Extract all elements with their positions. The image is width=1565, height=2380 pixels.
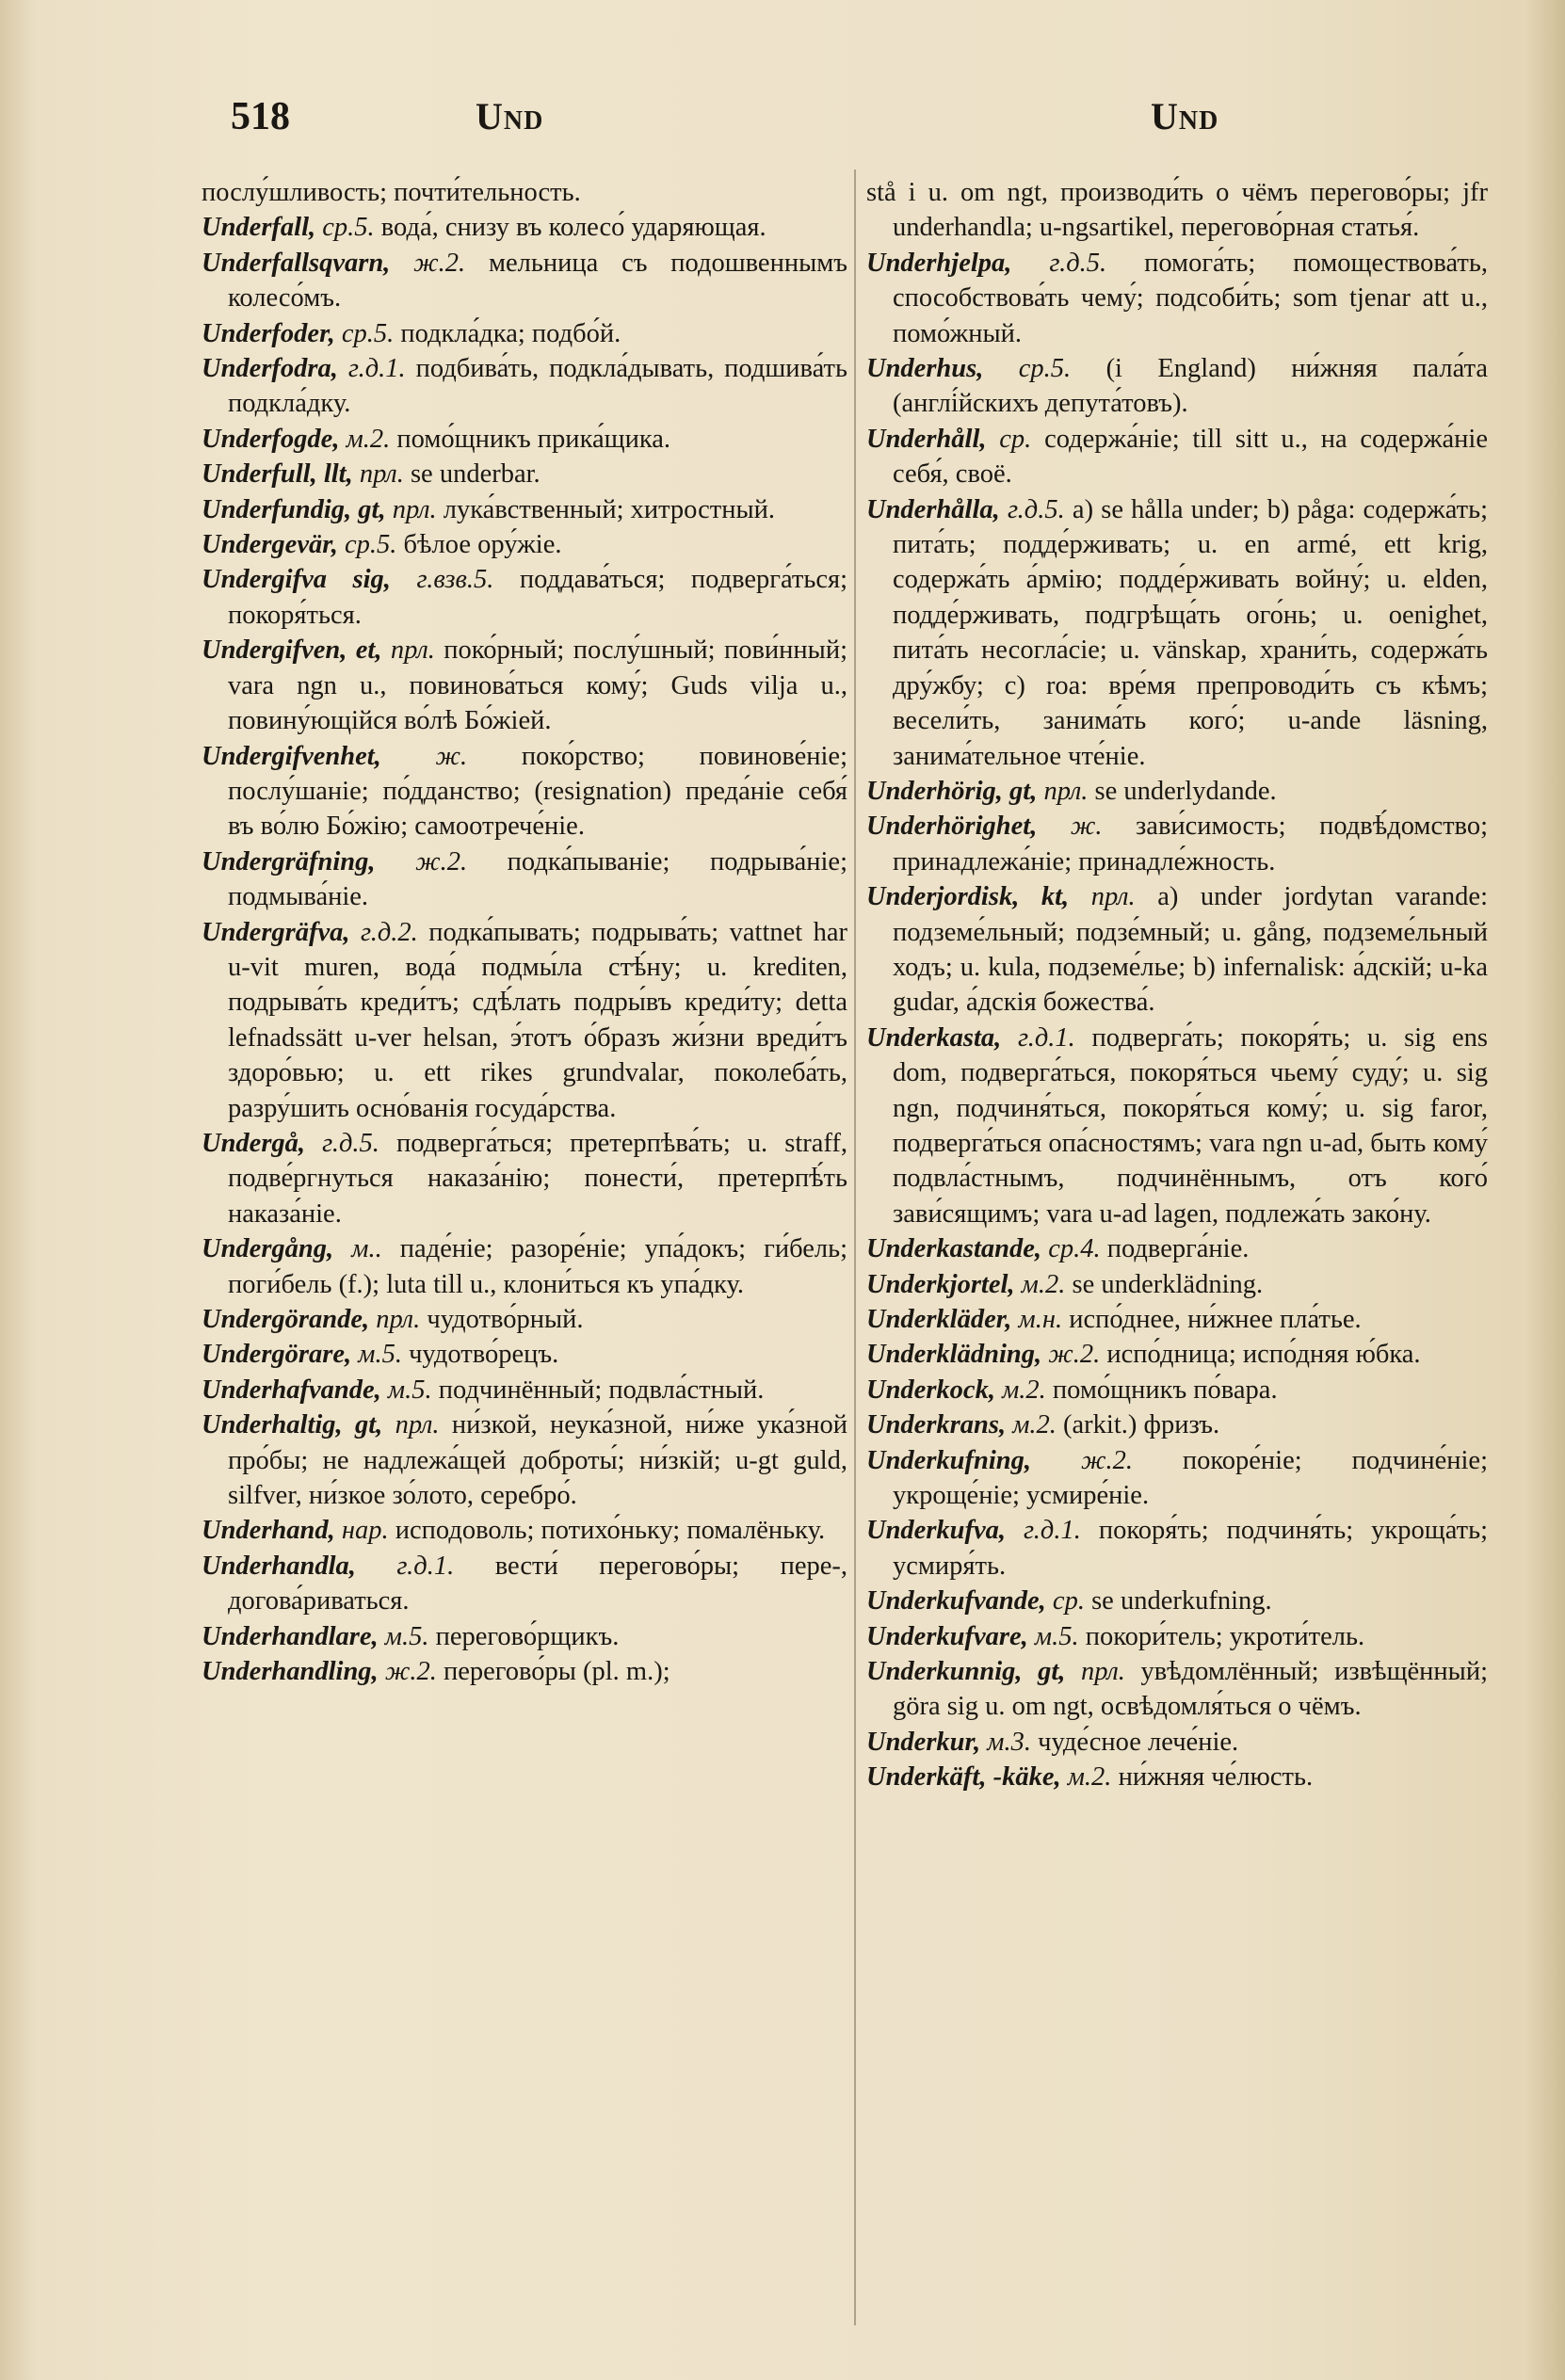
entry-headword: Undergifva sig, [202, 565, 391, 595]
entry-headword: Underhand, [202, 1516, 335, 1546]
entry-headword: Underfall, [202, 213, 316, 243]
entry-headword: Underfodra, [202, 354, 338, 384]
dictionary-entry [866, 1513, 1488, 1584]
dictionary-entry [202, 844, 847, 915]
entry-headword: Undergifvenhet, [202, 741, 381, 771]
entry-headword: Underhandling, [202, 1657, 379, 1687]
entry-headword: Underkufva, [866, 1516, 1007, 1546]
entry-definition: содержа́ніе; till sitt u., на содержа́ніе себя́, своё. [893, 424, 1488, 490]
dictionary-entry [866, 1443, 1488, 1514]
entry-headword: Undergå, [202, 1128, 306, 1158]
entry-grammar: г.д.1. [1024, 1516, 1081, 1546]
entry-definition: a) under jordytan varande: подземе́льный; подзе́мный; u. gång, подземе́льный ходъ; u. kula, подземе́лье; b) infernalisk: а́дскій; u-ka gudar, а́дскія божества́. [893, 882, 1488, 1018]
entry-headword: Underkrans, [866, 1410, 1007, 1440]
dictionary-entry [866, 422, 1488, 492]
entry-grammar: ж. [1070, 812, 1103, 842]
entry-headword: Underhörig, gt, [866, 776, 1038, 806]
dictionary-entry [866, 1654, 1488, 1725]
dictionary-entry [202, 1654, 847, 1689]
entry-grammar: г.д.1. [1017, 1022, 1075, 1053]
entry-grammar: ж. [435, 741, 468, 771]
entry-headword: Underkasta, [866, 1022, 1002, 1053]
entry-grammar: прл. [376, 1305, 421, 1334]
entry-headword: Underklädning, [866, 1340, 1042, 1370]
entry-grammar: прл. [390, 635, 435, 666]
entry-definition: исподоволь; потихо́ньку; помалёньку. [395, 1516, 826, 1546]
entry-grammar: прл. [1043, 776, 1089, 806]
entry-headword: Undergevär, [202, 530, 338, 560]
entry-definition: перегово́рщикъ. [435, 1621, 620, 1651]
entry-grammar: г.д.1. [347, 354, 406, 384]
dictionary-entry [866, 246, 1488, 351]
entry-definition: вести́ перегово́ры; пере-, догова́риваться. [228, 1551, 847, 1616]
entry-headword: Undergörande, [202, 1305, 370, 1334]
entry-grammar: прл. [1080, 1657, 1125, 1687]
entry-grammar: прл. [392, 494, 437, 524]
page-header [0, 94, 1565, 151]
dictionary-entry [202, 633, 847, 738]
entry-grammar: м.3. [987, 1727, 1031, 1757]
entry-grammar: м.2. [1021, 1269, 1066, 1299]
entry-headword: Underfundig, gt, [202, 494, 386, 524]
entry-definition: (i England) ни́жняя пала́та (англі́йскихъ депута́товъ). [893, 354, 1489, 419]
entry-definition: испо́днее, ни́жнее пла́тье. [1069, 1305, 1362, 1334]
entry-headword: Underkur, [866, 1727, 981, 1757]
entry-definition: перегово́ры (pl. m.); [443, 1657, 670, 1687]
entry-definition: подбива́ть, подкла́дывать, подшива́ть подкла́дку. [228, 354, 848, 419]
entry-grammar: м.2. [1067, 1762, 1112, 1793]
entry-grammar: м.5. [384, 1621, 429, 1651]
entry-grammar: ж.2. [384, 1657, 437, 1687]
dictionary-entry [202, 527, 847, 562]
entry-grammar: ж.2. [413, 248, 466, 278]
entry-grammar: м.н. [1018, 1305, 1063, 1334]
entry-headword: Underfoder, [202, 318, 335, 348]
entry-definition: stå i u. om ngt, производи́ть о чёмъ перегово́ры; jfr underhandla; u-ngsartikel, перегово́рная статья́. [866, 178, 1488, 243]
dictionary-entry [202, 1549, 847, 1619]
entry-headword: Underkufning, [866, 1445, 1032, 1475]
entry-grammar: г.д.5. [322, 1128, 379, 1158]
entry-grammar: ср.4. [1048, 1234, 1101, 1264]
entry-headword: Underhandla, [202, 1551, 356, 1581]
dictionary-entry [202, 492, 847, 527]
entry-definition: помога́ть; помоществова́ть, способствова́ть чему́; подсоби́ть; som tjenar att u., помо́жный. [893, 248, 1488, 348]
left-column [202, 175, 847, 1689]
entry-definition: помо́щникъ прика́щика. [396, 424, 671, 454]
entry-definition: (arkit.) фризъ. [1063, 1410, 1220, 1440]
entry-definition: мельница съ подошвеннымъ колесо́мъ. [228, 248, 848, 314]
dictionary-entry [202, 457, 847, 491]
entry-definition: покори́тель; укроти́тель. [1085, 1621, 1365, 1651]
entry-definition: испо́дница; испо́дняя ю́бка. [1106, 1340, 1421, 1370]
page-number: 518 [231, 95, 290, 138]
entry-definition: лука́вственный; хитростный. [443, 494, 776, 524]
entry-headword: Underhjelpa, [866, 248, 1012, 278]
entry-grammar: ж.2. [1048, 1340, 1101, 1370]
entry-grammar: ср.5. [341, 318, 395, 348]
dictionary-entry [866, 1584, 1488, 1618]
dictionary-entry [202, 1302, 847, 1337]
dictionary-entry [866, 1373, 1488, 1407]
entry-definition: послу́шливость; почти́тельность. [202, 178, 581, 207]
dictionary-entry [866, 1619, 1488, 1654]
entry-headword: Undergräfva, [202, 917, 350, 947]
entry-definition: ни́зкой, неука́зной, ни́же ука́зной про́бы; не надлежа́щей доброты́; ни́зкій; u-gt guld, silfver, ни́зкое зо́лото, серебро́. [228, 1410, 848, 1511]
dictionary-entry [202, 1337, 847, 1372]
dictionary-entry [202, 1619, 847, 1654]
dictionary-entry [866, 1302, 1488, 1337]
right-column [866, 175, 1488, 1795]
dictionary-entry [866, 1725, 1488, 1760]
entry-grammar: ж.2. [1080, 1445, 1133, 1475]
entry-definition: подверга́ніе. [1106, 1234, 1250, 1264]
dictionary-entry [866, 774, 1488, 809]
entry-grammar: м.5. [358, 1340, 402, 1370]
entry-headword: Underhörighet, [866, 812, 1038, 842]
running-head-right: Und [1151, 95, 1219, 137]
entry-definition: чудотво́рецъ. [409, 1340, 559, 1370]
entry-headword: Underkock, [866, 1375, 995, 1405]
entry-definition: se underlydande. [1094, 776, 1277, 806]
entry-headword: Underkastande, [866, 1234, 1042, 1264]
entry-grammar: ср.5. [322, 213, 375, 243]
dictionary-entry [866, 879, 1488, 1021]
column-divider [854, 169, 856, 2325]
entry-headword: Underkläder, [866, 1305, 1012, 1334]
entry-definition: подка́пывать; подрыва́ть; vattnet har u-vit muren, вода́ подмы́ла стѣ́ну; u. krediten, подрыва́ть креди́тъ; сдѣ́лать подры́въ креди́ту; detta lefnadssätt u-ver helsan, э́тотъ о́бразъ жи́зни вреди́тъ здоро́вью; u. ett rikes grundvalar, поколеба́ть, разру́шить осно́ванія госуда́рства. [228, 917, 848, 1123]
dictionary-entry [866, 1231, 1488, 1266]
entry-headword: Underhandlare, [202, 1621, 379, 1651]
dictionary-entry [202, 351, 847, 422]
entry-headword: Underhafvande, [202, 1375, 381, 1405]
entry-definition: увѣдомлённый; извѣщённый; göra sig u. om ngt, освѣдомля́ться о чёмъ. [893, 1657, 1489, 1722]
entry-grammar: ср. [999, 424, 1032, 454]
dictionary-entry [202, 1126, 847, 1231]
entry-headword: Underfallsqvarn, [202, 248, 391, 278]
entry-definition: чуде́сное лече́ніе. [1038, 1727, 1239, 1757]
entry-grammar: ср.5. [345, 530, 397, 560]
dictionary-entry [866, 351, 1488, 422]
entry-grammar: ср.5. [1018, 354, 1072, 384]
entry-grammar: м.5. [1034, 1621, 1079, 1651]
entry-definition: подчинённый; подвла́стный. [438, 1375, 765, 1405]
dictionary-entry [202, 422, 847, 457]
entry-grammar: м.2. [1012, 1410, 1057, 1440]
dictionary-entry [202, 246, 847, 316]
dictionary-entry [202, 210, 847, 245]
entry-headword: Underfull, llt, [202, 459, 353, 490]
entry-headword: Underhaltig, gt, [202, 1410, 383, 1440]
entry-grammar: г.д.5. [1007, 494, 1065, 524]
entry-headword: Underkufvande, [866, 1586, 1046, 1616]
entry-definition: ни́жняя че́люсть. [1118, 1762, 1314, 1793]
dictionary-entry [202, 915, 847, 1126]
entry-grammar: м.5. [387, 1375, 432, 1405]
entry-grammar: г.д.2. [360, 917, 418, 947]
dictionary-entry [866, 1021, 1488, 1231]
entry-grammar: г.д.1. [396, 1551, 455, 1581]
dictionary-entry [866, 1760, 1488, 1794]
dictionary-entry [202, 562, 847, 633]
entry-definition: se underkufning. [1091, 1586, 1272, 1616]
dictionary-entry [202, 1407, 847, 1513]
entry-grammar: прл. [1090, 882, 1136, 912]
running-head-left: Und [476, 95, 544, 137]
entry-headword: Undergräfning, [202, 846, 376, 876]
entry-headword: Underkufvare, [866, 1621, 1028, 1651]
entry-grammar: ж.2. [415, 846, 468, 876]
entry-definition: паде́ніе; разоре́ніе; упа́докъ; ги́бель; поги́бель (f.); luta till u., клони́ться къ упа́дку. [228, 1234, 847, 1299]
entry-grammar: м.. [351, 1234, 382, 1264]
entry-definition: покоре́ніе; подчине́ніе; укроще́ніе; усмире́ніе. [893, 1445, 1488, 1511]
dictionary-entry [866, 1267, 1488, 1302]
entry-definition: a) se hålla under; b) påga: содержа́ть; пита́ть; подде́рживать; u. en armé, ett krig, содержа́ть а́рмію; подде́рживать войну́; u. elden, подде́рживать, подгрѣща́ть ого́нь; u. oenighet, пита́ть несогла́сіе; u. vänskap, храни́ть, содержа́ть дру́жбу; c) roa: вре́мя препроводи́ть съ кѣмъ; весели́ть, занима́ть кого́; u-ande läsning, занима́тельное чте́ніе. [893, 494, 1488, 771]
entry-definition: покоря́ть; подчиня́ть; укроща́ть; усмиря́ть. [893, 1516, 1488, 1581]
dictionary-entry [866, 492, 1488, 774]
entry-grammar: м.2. [346, 424, 391, 454]
dictionary-entry [866, 1407, 1488, 1442]
entry-grammar: нар. [341, 1516, 389, 1546]
entry-headword: Undergång, [202, 1234, 334, 1264]
entry-definition: подверга́ть; покоря́ть; u. sig ens dom, подверга́ться, покоря́ться чьему́ суду́; u. sig ngn, подчиня́ться, покоря́ться кому́; u. sig faror, подверга́ться опа́сностямъ; vara ngn u-ad, быть кому́ подвла́стнымъ, подчинённымъ, отъ кого́ зави́сящимъ; vara u-ad lagen, подлежа́ть зако́ну. [893, 1022, 1488, 1229]
dictionary-entry [202, 1513, 847, 1548]
dictionary-entry [202, 175, 847, 210]
dictionary-entry [866, 1337, 1488, 1372]
entry-headword: Underhus, [866, 354, 984, 384]
dictionary-entry [866, 175, 1488, 246]
entry-headword: Underkäft, -käke, [866, 1762, 1061, 1793]
entry-headword: Underjordisk, kt, [866, 882, 1070, 912]
entry-grammar: г.взв.5. [416, 565, 494, 595]
entry-definition: se underbar. [410, 459, 540, 490]
entry-grammar: прл. [359, 459, 404, 490]
entry-definition: чудотво́рный. [427, 1305, 584, 1334]
entry-grammar: прл. [395, 1410, 440, 1440]
entry-definition: se underklädning. [1072, 1269, 1264, 1299]
entry-definition: подка́пываніе; подрыва́ніе; подмыва́ніе. [228, 846, 847, 912]
entry-grammar: м.2. [1002, 1375, 1046, 1405]
dictionary-entry [202, 1231, 847, 1302]
entry-grammar: ср. [1052, 1586, 1085, 1616]
entry-grammar: г.д.5. [1049, 248, 1107, 278]
entry-headword: Undergifven, et, [202, 635, 382, 666]
dictionary-entry [202, 316, 847, 351]
entry-definition: поко́рный; послу́шный; пови́нный; vara ngn u., повинова́ться кому́; Guds vilja u., повину́ющійся во́лѣ Бо́жіей. [228, 635, 847, 736]
entry-headword: Underfogde, [202, 424, 340, 454]
entry-headword: Underhåll, [866, 424, 987, 454]
entry-definition: поддава́ться; подверга́ться; покоря́ться. [228, 565, 848, 630]
entry-definition: бѣлое ору́жіе. [403, 530, 562, 560]
entry-definition: помо́щникъ по́вара. [1052, 1375, 1278, 1405]
entry-definition: поко́рство; повинове́ніе; послу́шаніе; по́дданство; (resignation) преда́ніе себя́ въ во́лю Бо́жію; самоотрече́ніе. [228, 741, 847, 842]
dictionary-entry [202, 1373, 847, 1407]
entry-headword: Underkjortel, [866, 1269, 1015, 1299]
entry-definition: подкла́дка; подбо́й. [400, 318, 621, 348]
dictionary-entry [202, 739, 847, 844]
dictionary-entry [866, 809, 1488, 879]
entry-headword: Underhålla, [866, 494, 1000, 524]
entry-headword: Undergörare, [202, 1340, 352, 1370]
entry-definition: вода́, снизу въ колесо́ ударяющая. [380, 213, 766, 243]
entry-definition: зави́симость; подвѣ́домство; принадлежа́ніе; принадле́жность. [893, 812, 1488, 876]
entry-definition: подверга́ться; претерпѣва́ть; u. straff, подве́ргнуться наказа́нію; понести́, претерпѣ́ть наказа́ніе. [228, 1128, 847, 1229]
entry-headword: Underkunnig, gt, [866, 1657, 1066, 1687]
